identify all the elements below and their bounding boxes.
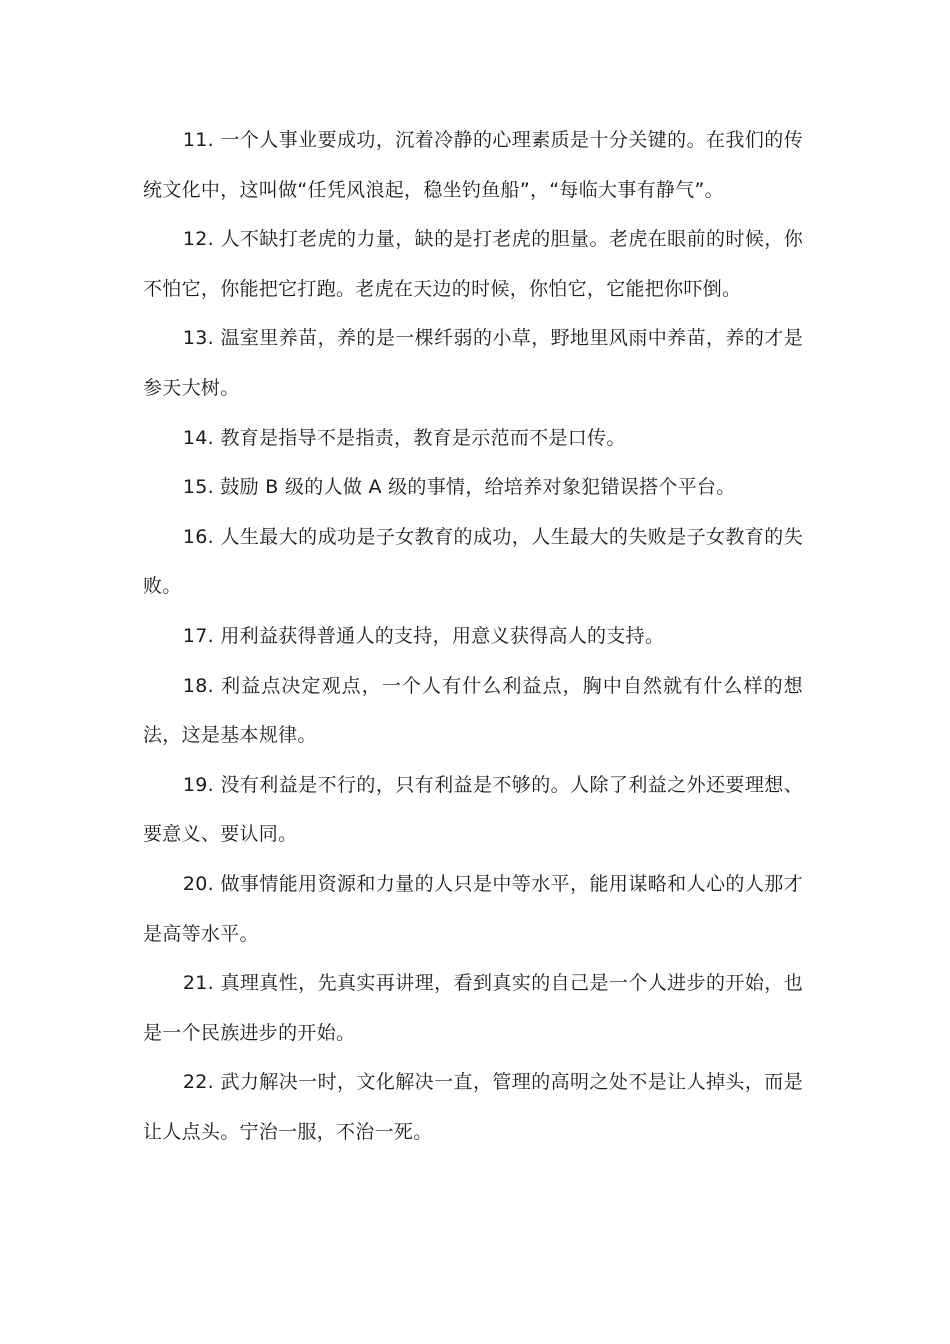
document-body bbox=[143, 116, 803, 1157]
paragraph-11: 11. 一个人事业要成功，沉着冷静的心理素质是十分关键的。在我们的传统文化中，这叫做“任凭风浪起，稳坐钓鱼船”，“每临大事有静气”。 bbox=[143, 129, 803, 201]
paragraph-20: 20. 做事情能用资源和力量的人只是中等水平，能用谋略和人心的人那才是高等水平。 bbox=[143, 872, 803, 945]
paragraph-19: 19. 没有利益是不行的，只有利益是不够的。人除了利益之外还要理想、要意义、要认同。 bbox=[143, 773, 803, 846]
paragraph-21: 21. 真理真性，先真实再讲理，看到真实的自己是一个人进步的开始，也是一个民族进步的开始。 bbox=[143, 972, 803, 1044]
paragraph-17: 17. 用利益获得普通人的支持，用意义获得高人的支持。 bbox=[182, 624, 665, 647]
paragraph-12: 12. 人不缺打老虎的力量，缺的是打老虎的胆量。老虎在眼前的时候，你不怕它，你能把它打跑。老虎在天边的时候，你怕它，它能把你吓倒。 bbox=[143, 228, 803, 300]
paragraph-14: 14. 教育是指导不是指责，教育是示范而不是口传。 bbox=[182, 426, 626, 449]
paragraph-13: 13. 温室里养苗，养的是一棵纤弱的小草，野地里风雨中养苗，养的才是参天大树。 bbox=[143, 327, 803, 399]
paragraph-15: 15. 鼓励 B 级的人做 A 级的事情，给培养对象犯错误搭个平台。 bbox=[182, 476, 736, 499]
paragraph-16: 16. 人生最大的成功是子女教育的成功，人生最大的失败是子女教育的失败。 bbox=[143, 525, 803, 598]
paragraph-22: 22. 武力解决一时，文化解决一直，管理的高明之处不是让人掉头，而是让人点头。宁治一服，不治一死。 bbox=[143, 1071, 803, 1143]
paragraph-18: 18. 利益点决定观点，一个人有什么利益点，胸中自然就有什么样的想法，这是基本规律。 bbox=[143, 674, 803, 747]
